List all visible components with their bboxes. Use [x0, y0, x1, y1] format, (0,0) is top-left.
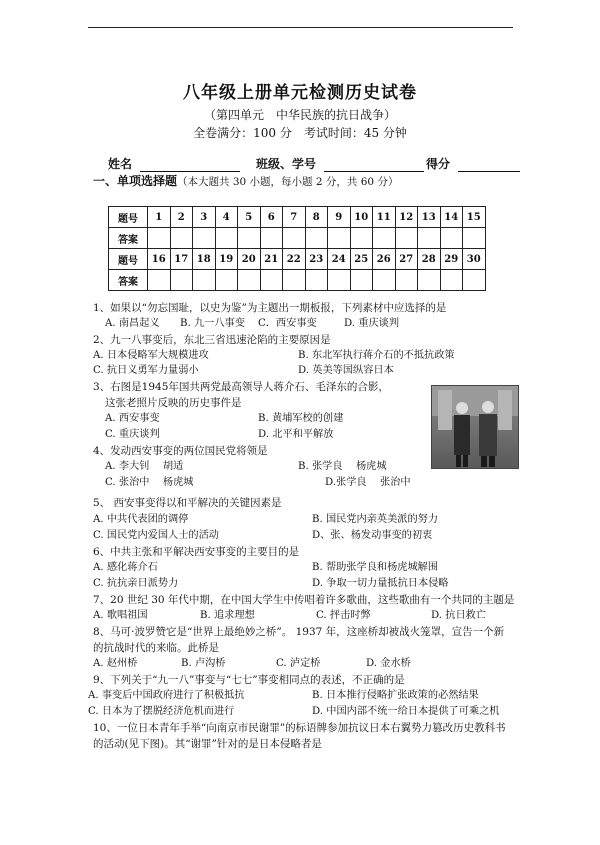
qnum-cell: 4: [215, 207, 238, 228]
q2-option-b[interactable]: B. 东北军执行蒋介石的不抵抗政策: [298, 350, 455, 361]
qnum-cell: 5: [238, 207, 261, 228]
section-title: 一、单项选择题: [93, 174, 178, 188]
class-blank[interactable]: [324, 159, 424, 172]
answer-cell[interactable]: [463, 228, 486, 249]
qnum-cell: 8: [305, 207, 328, 228]
q6-option-a[interactable]: A. 感化蒋介石: [93, 562, 158, 573]
photo-figures: [432, 386, 518, 468]
qnum-cell: 19: [215, 249, 238, 270]
q1-option-d[interactable]: D. 重庆谈判: [344, 318, 400, 329]
answer-cell[interactable]: [440, 270, 463, 291]
q8-option-c[interactable]: C. 泸定桥: [276, 658, 321, 669]
q-label: 题号: [109, 207, 148, 228]
answer-cell[interactable]: [148, 228, 171, 249]
score-label: 得分: [426, 157, 451, 171]
q5-option-b[interactable]: B. 国民党内亲英美派的努力: [312, 514, 439, 525]
qnum-cell: 17: [170, 249, 193, 270]
q8-option-d[interactable]: D. 金水桥: [366, 658, 411, 669]
question-10: 10、一位日本青年手举“向南京市民谢罪”的标语牌参加抗议日本右翼势力篡改历史教科书: [93, 722, 506, 734]
answer-cell[interactable]: [170, 228, 193, 249]
answer-row-1: [109, 228, 486, 249]
section-heading: [93, 172, 398, 189]
answer-row-2: [109, 270, 486, 291]
answer-cell[interactable]: [260, 270, 283, 291]
historical-photo: [431, 385, 519, 469]
qnum-cell: 25: [350, 249, 373, 270]
qnum-cell: 6: [260, 207, 283, 228]
question-4: 4、发动西安事变的两位国民党将领是: [93, 445, 268, 457]
q7-option-a[interactable]: A. 歌唱祖国: [93, 610, 148, 621]
q1-option-b[interactable]: B. 九一八事变: [180, 318, 245, 329]
question-number-row-2: [109, 249, 486, 270]
q5-option-d[interactable]: D、张、杨发动事变的初衷: [312, 530, 433, 541]
qnum-cell: 9: [328, 207, 351, 228]
answer-cell[interactable]: [440, 228, 463, 249]
q3-option-b[interactable]: B. 黄埔军校的创建: [258, 413, 344, 424]
q3-option-c[interactable]: C. 重庆谈判: [105, 429, 160, 440]
answer-cell[interactable]: [215, 270, 238, 291]
question-2: 2、九一八事变后，东北三省迅速沦陷的主要原因是: [93, 334, 331, 346]
qnum-cell: 21: [260, 249, 283, 270]
answer-cell[interactable]: [418, 270, 441, 291]
answer-cell[interactable]: [305, 270, 328, 291]
question-3-cont: 这张老照片反映的历史事件是: [105, 397, 242, 409]
q6-option-d[interactable]: D. 争取一切力量抵抗日本侵略: [312, 578, 449, 589]
class-label: 班级、学号: [256, 157, 317, 171]
answer-cell[interactable]: [283, 270, 306, 291]
name-blank[interactable]: [140, 159, 240, 172]
answer-cell[interactable]: [193, 228, 216, 249]
page-title: 八年级上册单元检测历史试卷: [183, 83, 417, 103]
question-10-cont: 的活动(见下图)。其“谢罪”针对的是日本侵略者是: [93, 738, 322, 750]
answer-cell[interactable]: [305, 228, 328, 249]
qnum-cell: 10: [350, 207, 373, 228]
q3-option-d[interactable]: D. 北平和平解放: [258, 429, 334, 440]
qnum-cell: 18: [193, 249, 216, 270]
q4-option-a[interactable]: A. 李大钊 胡适: [105, 461, 184, 472]
q2-option-d[interactable]: D. 英美等国纵容日本: [298, 365, 394, 376]
answer-cell[interactable]: [170, 270, 193, 291]
q5-option-a[interactable]: A. 中共代表团的调停: [93, 514, 189, 525]
q8-option-a[interactable]: A. 赵州桥: [93, 658, 138, 669]
question-6: 6、中共主张和平解决西安事变的主要目的是: [93, 546, 300, 558]
qnum-cell: 2: [170, 207, 193, 228]
qnum-cell: 11: [373, 207, 396, 228]
qnum-cell: 16: [148, 249, 171, 270]
section-note: （本大题共 30 小题，每小题 2 分，共 60 分）: [177, 176, 399, 188]
answer-cell[interactable]: [463, 270, 486, 291]
q1-option-c[interactable]: C．西安事变: [258, 318, 317, 329]
score-field[interactable]: [426, 155, 520, 172]
qnum-cell: 24: [328, 249, 351, 270]
answer-cell[interactable]: [395, 228, 418, 249]
answer-cell[interactable]: [328, 228, 351, 249]
qnum-cell: 3: [193, 207, 216, 228]
question-8: 8、马可·波罗赞它是“世界上最绝妙之桥”。 1937 年，这座桥却被战火笼罩，宣告一个新: [93, 626, 505, 638]
answer-cell[interactable]: [373, 270, 396, 291]
q4-option-c[interactable]: C. 张治中 杨虎城: [105, 477, 194, 488]
class-field[interactable]: [256, 155, 424, 172]
qnum-cell: 1: [148, 207, 171, 228]
answer-cell[interactable]: [193, 270, 216, 291]
qnum-cell: 20: [238, 249, 261, 270]
question-1: 1、如果以“勿忘国耻，以史为鉴”为主题出一期板报，下列素材中应选择的是: [93, 302, 447, 314]
answer-cell[interactable]: [283, 228, 306, 249]
score-blank[interactable]: [458, 159, 520, 172]
q9-option-c[interactable]: C. 日本为了摆脱经济危机而进行: [88, 706, 235, 717]
question-8-cont: 的抗战时代的来临。此桥是: [93, 642, 219, 654]
answer-cell[interactable]: [350, 270, 373, 291]
answer-cell[interactable]: [260, 228, 283, 249]
q6-option-b[interactable]: B. 帮助张学良和杨虎城解围: [312, 562, 439, 573]
q2-option-c[interactable]: C. 抗日义勇军力量弱小: [93, 365, 199, 376]
answer-cell[interactable]: [328, 270, 351, 291]
qnum-cell: 12: [395, 207, 418, 228]
question-7: 7、20 世纪 30 年代中期，在中国大学生中传唱着许多歌曲，这些歌曲有一个共同的主题是: [93, 594, 515, 606]
question-number-row-1: [109, 207, 486, 228]
qnum-cell: 14: [440, 207, 463, 228]
qnum-cell: 26: [373, 249, 396, 270]
answer-cell[interactable]: [395, 270, 418, 291]
qnum-cell: 27: [395, 249, 418, 270]
q9-option-d[interactable]: D. 中国内部不统一给日本提供了可乘之机: [312, 706, 500, 717]
answer-cell[interactable]: [350, 228, 373, 249]
top-rule: [88, 27, 513, 28]
q2-option-a[interactable]: A. 日本侵略军大规模进攻: [93, 350, 209, 361]
answer-cell[interactable]: [215, 228, 238, 249]
qnum-cell: 7: [283, 207, 306, 228]
name-label: 姓名: [108, 157, 133, 171]
qnum-cell: 23: [305, 249, 328, 270]
q7-option-b[interactable]: B. 追求理想: [200, 610, 255, 621]
answer-cell[interactable]: [373, 228, 396, 249]
q3-option-a[interactable]: A. 西安事变: [105, 413, 160, 424]
answer-cell[interactable]: [238, 270, 261, 291]
q9-option-b[interactable]: B. 日本推行侵略扩张政策的必然结果: [312, 690, 479, 701]
name-field[interactable]: [108, 155, 240, 172]
answer-cell[interactable]: [238, 228, 261, 249]
qnum-cell: 28: [418, 249, 441, 270]
qnum-cell: 22: [283, 249, 306, 270]
q4-option-d[interactable]: D.张学良 张治中: [325, 477, 411, 488]
q1-option-a[interactable]: A. 南昌起义: [105, 318, 160, 329]
a-label: 答案: [109, 228, 148, 249]
qnum-cell: 29: [440, 249, 463, 270]
q9-option-a[interactable]: A. 事变后中国政府进行了积极抵抗: [88, 690, 245, 701]
question-5: 5、 西安事变得以和平解决的关键因素是: [93, 497, 282, 509]
answer-table: [108, 206, 486, 291]
q-label: 题号: [109, 249, 148, 270]
question-3: 3、右图是1945年国共两党最高领导人蒋介石、毛泽东的合影，: [93, 381, 389, 393]
q4-option-b[interactable]: B. 张学良 杨虎城: [298, 461, 387, 472]
page-subtitle: （第四单元 中华民族的抗日战争）: [203, 108, 396, 122]
q5-option-c[interactable]: C. 国民党内爱国人士的活动: [93, 530, 219, 541]
qnum-cell: 13: [418, 207, 441, 228]
answer-cell[interactable]: [148, 270, 171, 291]
answer-cell[interactable]: [418, 228, 441, 249]
q7-option-d[interactable]: D. 抗日救亡: [431, 610, 487, 621]
question-9: 9、下列关于“九一八”事变与“七七”事变相同点的表述，不正确的是: [93, 674, 405, 686]
q8-option-b[interactable]: B. 卢沟桥: [181, 658, 226, 669]
qnum-cell: 15: [463, 207, 486, 228]
a-label: 答案: [109, 270, 148, 291]
exam-meta: 全卷满分：100 分 考试时间：45 分钟: [193, 126, 407, 140]
q7-option-c[interactable]: C. 抨击时弊: [316, 610, 371, 621]
qnum-cell: 30: [463, 249, 486, 270]
q6-option-c[interactable]: C. 抗抗亲日派势力: [93, 578, 179, 589]
